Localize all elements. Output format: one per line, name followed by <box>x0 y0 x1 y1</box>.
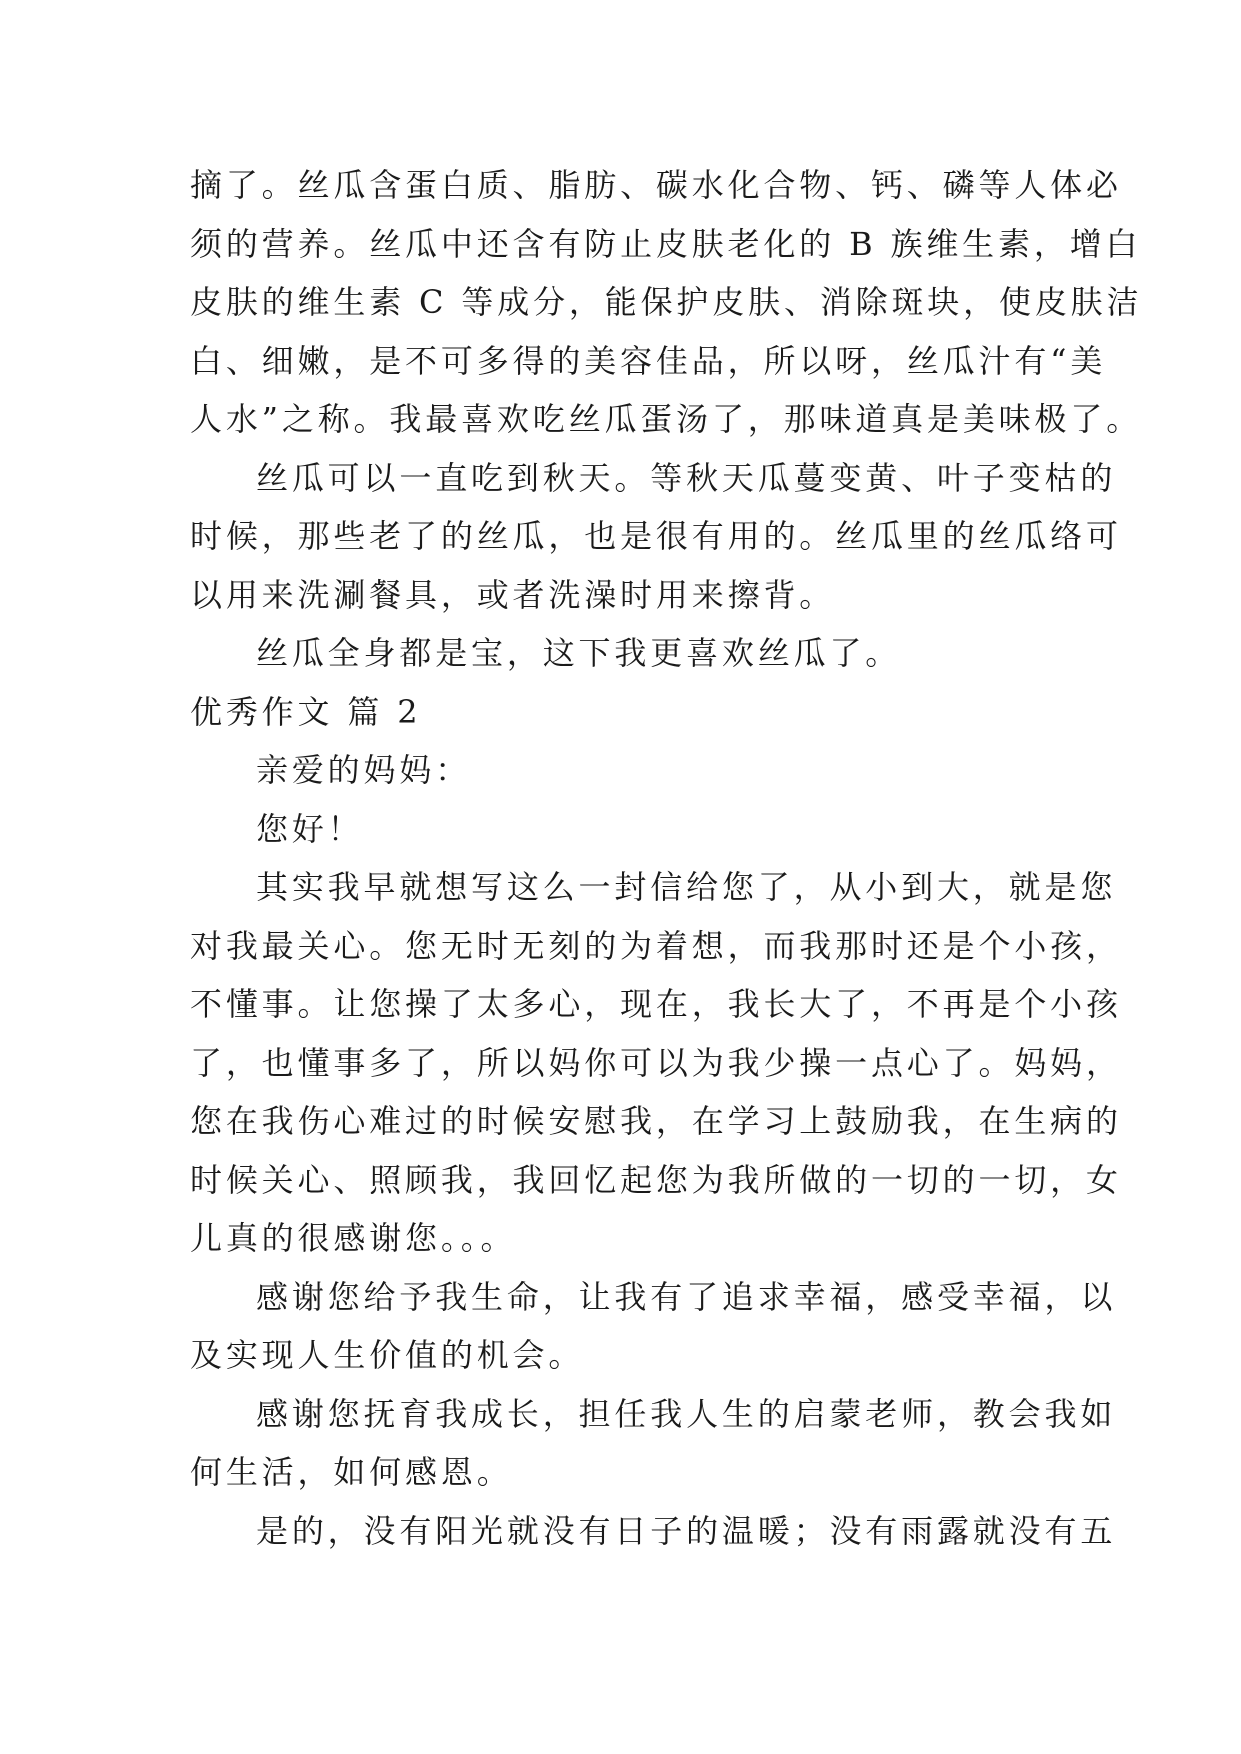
text-line: 以用来洗涮餐具，或者洗澡时用来擦背。 <box>190 575 836 614</box>
text-line: 丝瓜全身都是宝，这下我更喜欢丝瓜了。 <box>256 634 902 672</box>
text-line: 时候关心、照顾我，我回忆起您为我所做的一切的一切，女 <box>190 1160 1122 1199</box>
text-line: 不懂事。让您操了太多心，现在，我长大了，不再是个小孩 <box>190 985 1122 1023</box>
text-line: 皮肤的维生素 C 等成分，能保护皮肤、消除斑块，使皮肤洁 <box>190 283 1143 321</box>
document-body <box>190 156 1143 1560</box>
text-line: 其实我早就想写这么一封信给您了，从小到大，就是您 <box>256 868 1117 906</box>
text-line: 您好！ <box>256 809 364 848</box>
text-line: 及实现人生价值的机会。 <box>190 1336 585 1374</box>
text-line: 感谢您抚育我成长，担任我人生的启蒙老师，教会我如 <box>256 1394 1117 1433</box>
text-line: 是的，没有阳光就没有日子的温暖；没有雨露就没有五 <box>256 1511 1117 1550</box>
text-line: 白、细嫩，是不可多得的美容佳品，所以呀，丝瓜汁有“美 <box>190 341 1107 380</box>
text-line: 丝瓜可以一直吃到秋天。等秋天瓜蔓变黄、叶子变枯的 <box>256 458 1117 497</box>
text-line: 何生活，如何感恩。 <box>190 1453 513 1491</box>
text-line: 摘了。丝瓜含蛋白质、脂肪、碳水化合物、钙、磷等人体必 <box>190 166 1122 204</box>
text-line: 人水”之称。我最喜欢吃丝瓜蛋汤了，那味道真是美味极了。 <box>190 400 1143 438</box>
text-line: 感谢您给予我生命，让我有了追求幸福，感受幸福，以 <box>256 1277 1117 1316</box>
text-line: 时候，那些老了的丝瓜，也是很有用的。丝瓜里的丝瓜络可 <box>190 517 1122 555</box>
text-line: 了，也懂事多了，所以妈你可以为我少操一点心了。妈妈， <box>190 1043 1122 1082</box>
text-line: 须的营养。丝瓜中还含有防止皮肤老化的 B 族维生素，增白 <box>190 224 1142 263</box>
section-heading: 优秀作文 篇 2 <box>190 692 422 731</box>
text-line: 儿真的很感谢您。。。 <box>190 1219 517 1257</box>
text-line: 您在我伤心难过的时候安慰我，在学习上鼓励我，在生病的 <box>190 1102 1122 1140</box>
text-line: 对我最关心。您无时无刻的为着想，而我那时还是个小孩， <box>190 926 1122 965</box>
text-line: 亲爱的妈妈： <box>256 751 472 789</box>
